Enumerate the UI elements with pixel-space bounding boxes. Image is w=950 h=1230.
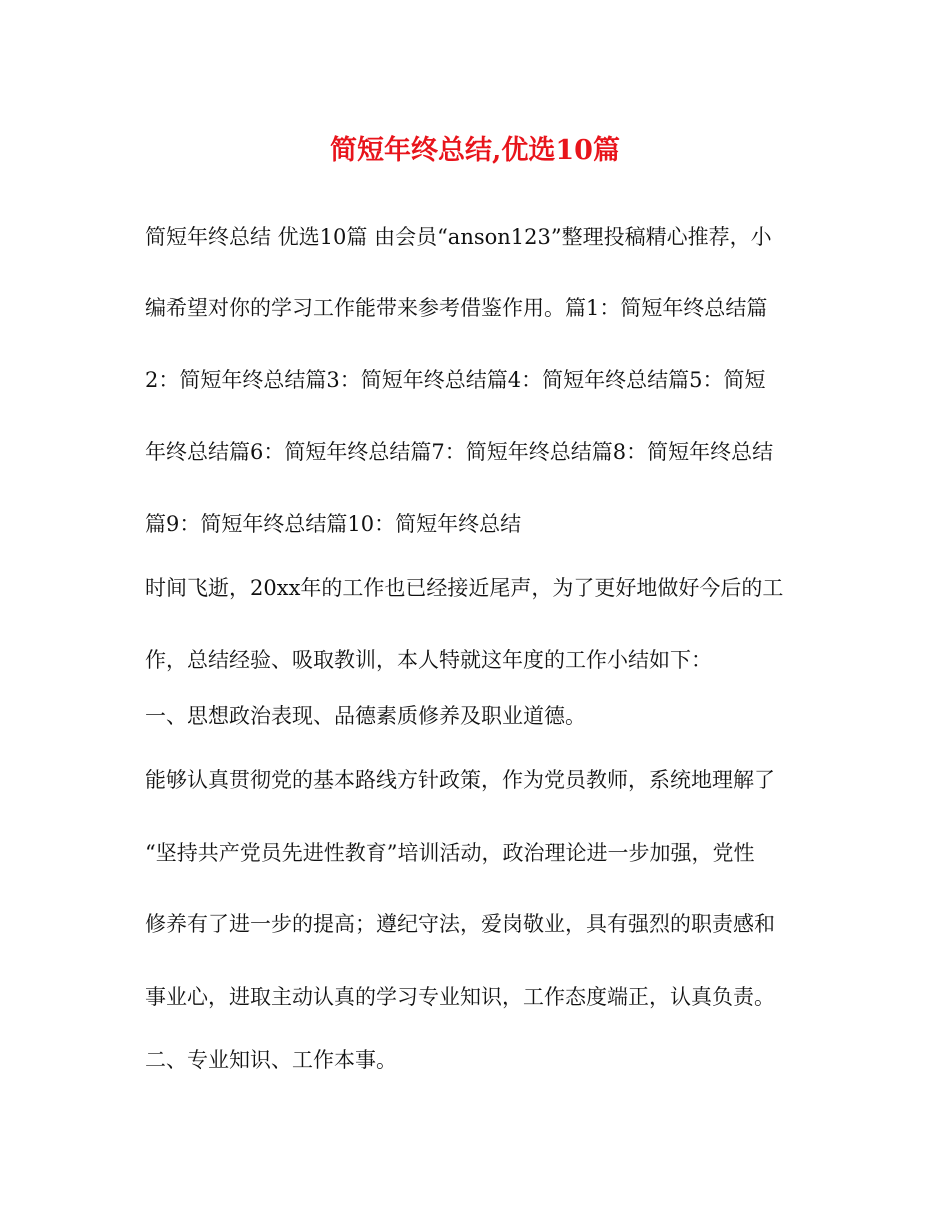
document-title: 简短年终总结,优选10篇	[330, 135, 620, 166]
paragraph-line: 时间飞逝，20xx年的工作也已经接近尾声，为了更好地做好今后的工	[145, 576, 784, 600]
paragraph-line: 能够认真贯彻党的基本路线方针政策，作为党员教师，系统地理解了	[145, 768, 775, 792]
paragraph-line: 事业心，进取主动认真的学习专业知识，工作态度端正，认真负责。	[145, 985, 775, 1009]
paragraph-line: 年终总结篇6：简短年终总结篇7：简短年终总结篇8：简短年终总结	[145, 440, 774, 464]
paragraph-line: 编希望对你的学习工作能带来参考借鉴作用。篇1：简短年终总结篇	[145, 296, 768, 320]
paragraph-line: 2：简短年终总结篇3：简短年终总结篇4：简短年终总结篇5：简短	[145, 368, 766, 392]
paragraph-line: 修养有了进一步的提高；遵纪守法，爱岗敬业，具有强烈的职责感和	[145, 912, 775, 936]
paragraph-line: 篇9：简短年终总结篇10：简短年终总结	[145, 512, 522, 536]
paragraph-line: 作，总结经验、吸取教训，本人特就这年度的工作小结如下：	[145, 648, 712, 672]
section-heading: 二、专业知识、工作本事。	[145, 1048, 397, 1072]
section-heading: 一、思想政治表现、品德素质修养及职业道德。	[145, 704, 586, 728]
paragraph-line: 简短年终总结 优选10篇 由会员“anson123”整理投稿精心推荐，小	[145, 225, 772, 249]
paragraph-line: “坚持共产党员先进性教育”培训活动，政治理论进一步加强，党性	[145, 841, 755, 865]
